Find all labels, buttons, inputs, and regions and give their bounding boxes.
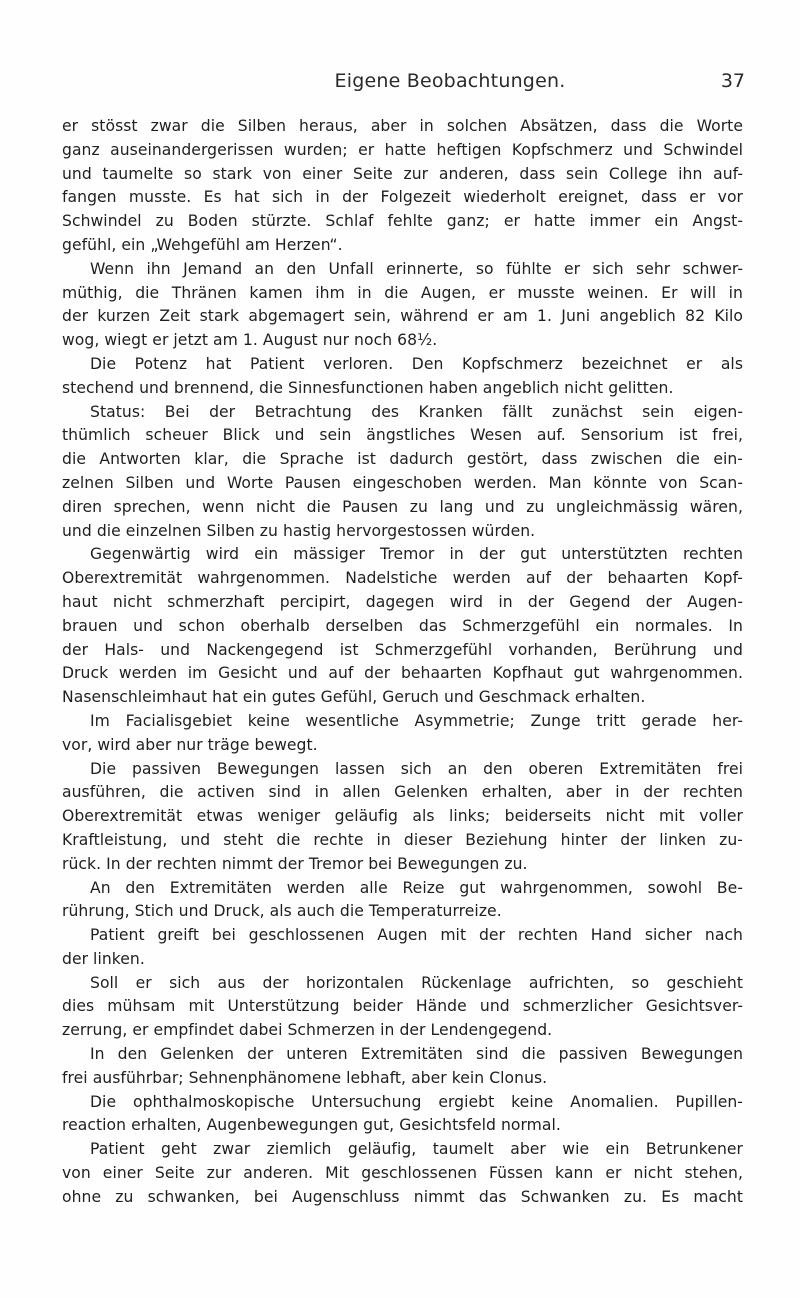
text-line: der linken. — [62, 949, 145, 968]
text-line: dies mühsam mit Unterstützung beider Hände und schmerzlicher Gesichtsver- — [62, 997, 743, 1016]
body-text — [62, 115, 743, 1210]
text-line: ausführen, die activen sind in allen Gelenken erhalten, aber in der rechten — [62, 783, 743, 802]
text-line: Gegenwärtig wird ein mässiger Tremor in der gut unterstützten rechten — [90, 545, 743, 564]
text-line: von einer Seite zur anderen. Mit geschlossenen Füssen kann er nicht stehen, — [62, 1164, 743, 1183]
text-line: rück. In der rechten nimmt der Tremor bei Bewegungen zu. — [62, 854, 528, 873]
text-line: er stösst zwar die Silben heraus, aber in solchen Absätzen, dass die Worte — [62, 117, 743, 135]
text-line: rührung, Stich und Druck, als auch die Temperaturreize. — [62, 902, 502, 921]
text-line: frei ausführbar; Sehnenphänomene lebhaft, aber kein Clonus. — [62, 1068, 548, 1087]
text-line: und die einzelnen Silben zu hastig hervorgestossen würden. — [62, 521, 536, 540]
text-line: Oberextremität etwas weniger geläufig als links; beiderseits nicht mit voller — [62, 807, 743, 826]
text-line: Soll er sich aus der horizontalen Rückenlage aufrichten, so geschieht — [90, 973, 743, 992]
text-line: Nasenschleimhaut hat ein gutes Gefühl, Geruch und Geschmack erhalten. — [62, 688, 646, 707]
text-line: der Hals- und Nackengegend ist Schmerzgefühl vorhanden, Berührung und — [62, 640, 743, 659]
text-line: thümlich scheuer Blick und sein ängstliches Wesen auf. Sensorium ist frei, — [62, 426, 743, 445]
text-line: fangen musste. Es hat sich in der Folgezeit wiederholt ereignet, dass er vor — [62, 188, 743, 207]
text-line: haut nicht schmerzhaft percipirt, dagegen wird in der Gegend der Augen- — [62, 592, 743, 611]
text-line: Die ophthalmoskopische Untersuchung ergiebt keine Anomalien. Pupillen- — [90, 1092, 743, 1111]
text-line: zerrung, er empfindet dabei Schmerzen in der Lendengegend. — [62, 1021, 553, 1040]
text-line: Patient geht zwar ziemlich geläufig, taumelt aber wie ein Betrunkener — [90, 1140, 743, 1159]
text-line: diren sprechen, wenn nicht die Pausen zu lang und zu ungleichmässig wären, — [62, 497, 743, 516]
text-line: gefühl, ein „Wehgefühl am Herzen“. — [62, 235, 343, 254]
text-line: In den Gelenken der unteren Extremitäten sind die passiven Bewegungen — [90, 1045, 743, 1064]
page-header — [0, 70, 800, 100]
page-number: 37 — [720, 70, 745, 92]
text-line: Druck werden im Gesicht und auf der behaarten Kopfhaut gut wahrgenommen. — [62, 664, 743, 683]
text-line: Status: Bei der Betrachtung des Kranken fällt zunächst sein eigen- — [90, 402, 743, 421]
text-line: reaction erhalten, Augenbewegungen gut, Gesichtsfeld normal. — [62, 1116, 561, 1135]
running-title: Eigene Beobachtungen. — [334, 70, 566, 92]
text-line: ganz auseinandergerissen wurden; er hatte heftigen Kopfschmerz und Schwindel — [62, 140, 743, 159]
text-line: der kurzen Zeit stark abgemagert sein, während er am 1. Juni angeblich 82 Kilo — [62, 307, 743, 326]
text-line: zelnen Silben und Worte Pausen eingeschoben werden. Man könnte von Scan- — [62, 473, 743, 492]
text-line: ohne zu schwanken, bei Augenschluss nimmt das Schwanken zu. Es macht — [62, 1187, 743, 1206]
text-line: Die passiven Bewegungen lassen sich an den oberen Extremitäten frei — [90, 759, 743, 778]
text-line: Die Potenz hat Patient verloren. Den Kopfschmerz bezeichnet er als — [90, 354, 743, 373]
text-line: An den Extremitäten werden alle Reize gut wahrgenommen, sowohl Be- — [90, 878, 743, 897]
text-line: wog, wiegt er jetzt am 1. August nur noch 68½. — [62, 331, 438, 350]
text-line: Wenn ihn Jemand an den Unfall erinnerte, so fühlte er sich sehr schwer- — [90, 259, 743, 278]
text-line: die Antworten klar, die Sprache ist dadurch gestört, dass zwischen die ein- — [62, 450, 743, 469]
text-line: stechend und brennend, die Sinnesfunctionen haben angeblich nicht gelitten. — [62, 378, 674, 397]
text-line: Schwindel zu Boden stürzte. Schlaf fehlte ganz; er hatte immer ein Angst- — [62, 212, 743, 231]
text-line: Kraftleistung, und steht die rechte in dieser Beziehung hinter der linken zu- — [62, 830, 743, 849]
text-line: Patient greift bei geschlossenen Augen mit der rechten Hand sicher nach — [90, 926, 743, 945]
text-line: brauen und schon oberhalb derselben das Schmerzgefühl ein normales. In — [62, 616, 743, 635]
text-line: und taumelte so stark von einer Seite zur anderen, dass sein College ihn auf- — [62, 164, 743, 183]
text-line: vor, wird aber nur träge bewegt. — [62, 735, 318, 754]
text-line: Oberextremität wahrgenommen. Nadelstiche werden auf der behaarten Kopf- — [62, 569, 743, 588]
text-line: müthig, die Thränen kamen ihm in die Augen, er musste weinen. Er will in — [62, 283, 743, 302]
text-line: Im Facialisgebiet keine wesentliche Asymmetrie; Zunge tritt gerade her- — [90, 711, 743, 730]
